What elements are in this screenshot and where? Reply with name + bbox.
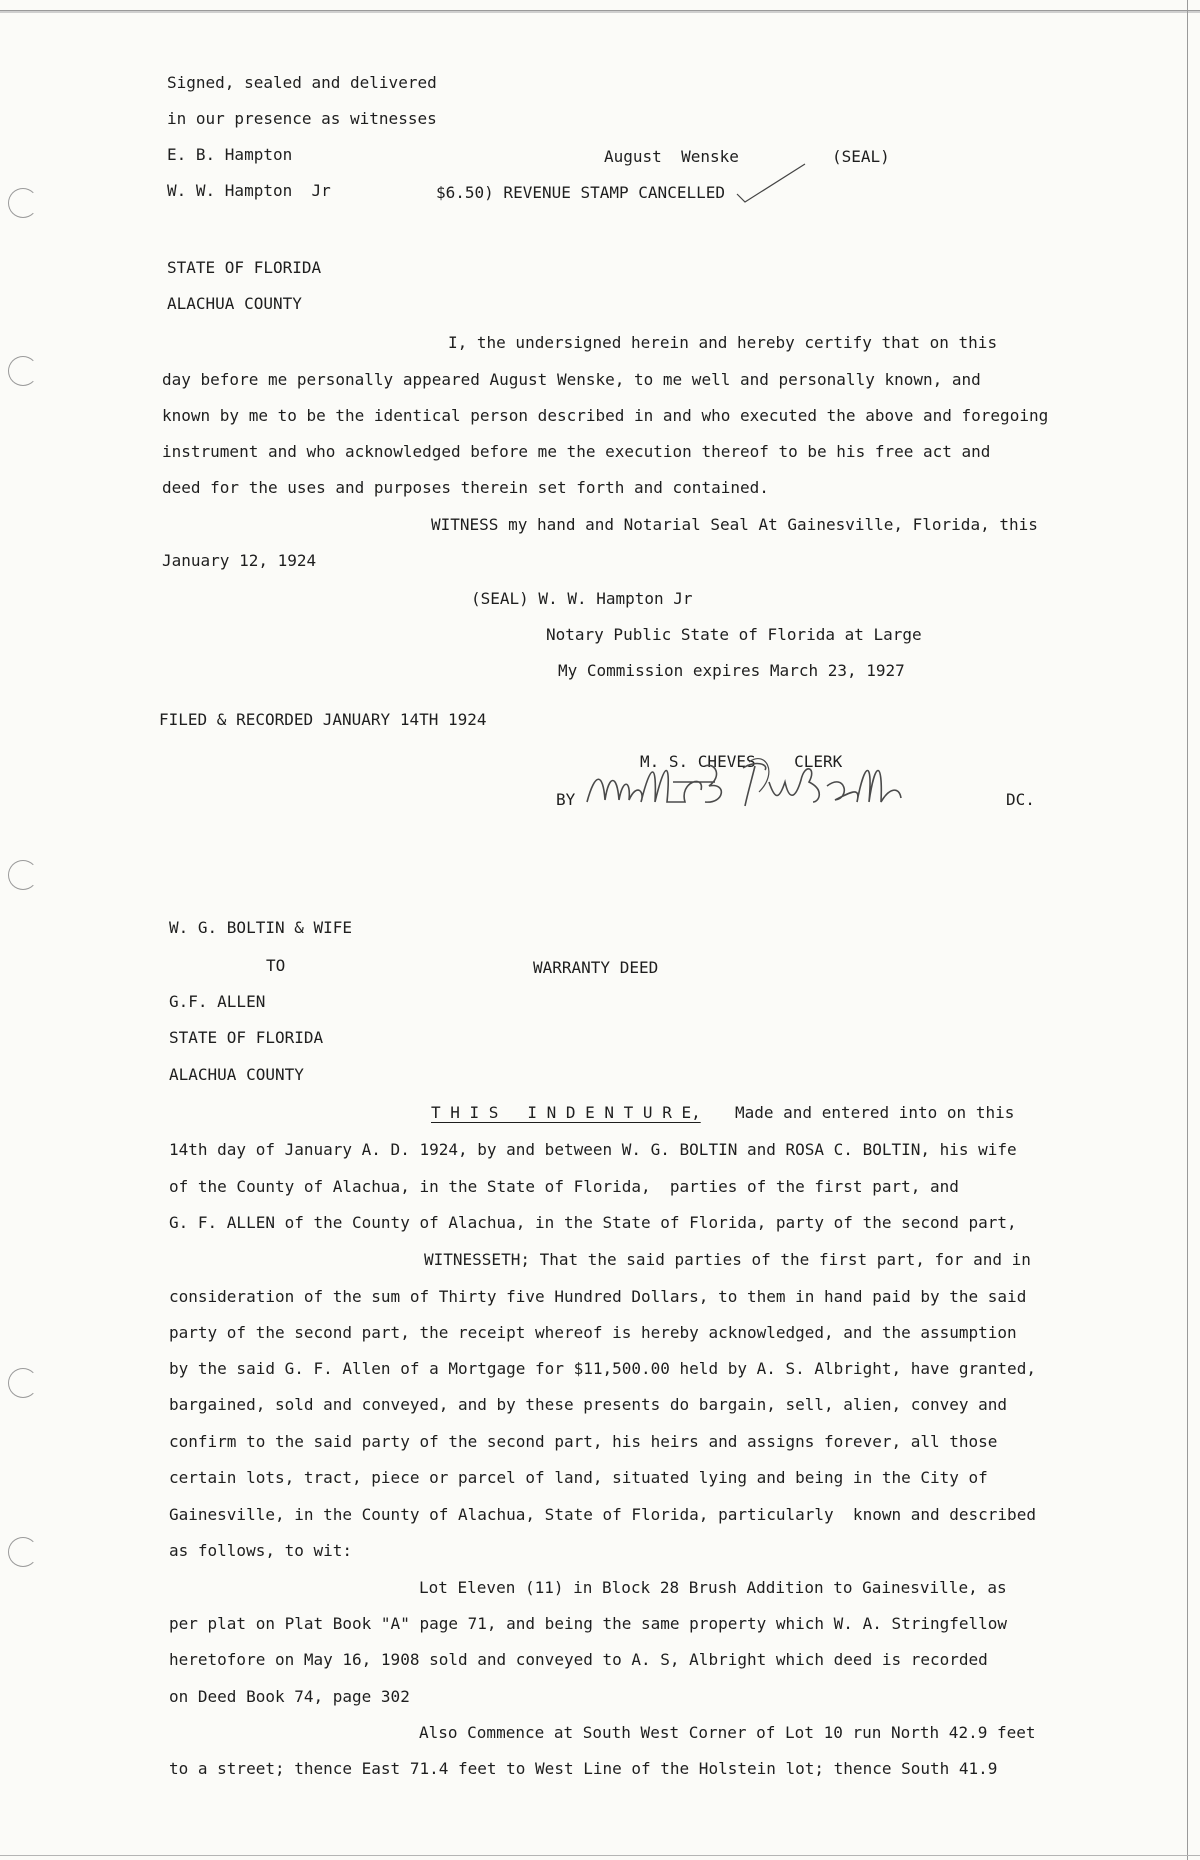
- page-right-edge: [1187, 0, 1188, 1860]
- notary-commission: My Commission expires March 23, 1927: [558, 661, 905, 680]
- revenue-stamp-note: $6.50) REVENUE STAMP CANCELLED: [436, 183, 725, 202]
- deed-line: consideration of the sum of Thirty five Hundred Dollars, to them in hand paid by the said: [169, 1287, 1027, 1306]
- notary-title: Notary Public State of Florida at Large: [546, 625, 922, 644]
- binder-hole: [8, 1537, 38, 1567]
- deed-line: by the said G. F. Allen of a Mortgage for $11,500.00 held by A. S. Albright, have granted,: [169, 1359, 1036, 1378]
- deed-state: STATE OF FLORIDA: [169, 1028, 324, 1047]
- deed-line: Also Commence at South West Corner of Lot 10 run North 42.9 feet: [419, 1723, 1036, 1742]
- page-top-edge: [0, 0, 1200, 11]
- deed-line: on Deed Book 74, page 302: [169, 1687, 410, 1706]
- notary-seal-name: (SEAL) W. W. Hampton Jr: [471, 589, 693, 608]
- ack-line: WITNESS my hand and Notarial Seal At Gainesville, Florida, this: [431, 515, 1038, 534]
- deed-line: bargained, sold and conveyed, and by these presents do bargain, sell, alien, convey and: [169, 1395, 1008, 1414]
- ack-state: STATE OF FLORIDA: [167, 258, 322, 277]
- deed-line: to a street; thence East 71.4 feet to West Line of the Holstein lot; thence South 41.9: [169, 1759, 998, 1778]
- deed-line: per plat on Plat Book "A" page 71, and being the same property which W. A. Stringfellow: [169, 1614, 1008, 1633]
- ack-date: January 12, 1924: [162, 551, 317, 570]
- deed-line: WITNESSETH; That the said parties of the first part, for and in: [424, 1250, 1031, 1269]
- binder-hole: [8, 860, 38, 890]
- ack-line: known by me to be the identical person described in and who executed the above and foregoing: [162, 406, 1049, 425]
- deed-line: party of the second part, the receipt whereof is hereby acknowledged, and the assumption: [169, 1323, 1017, 1342]
- binder-hole: [8, 356, 38, 386]
- deed-line: heretofore on May 16, 1908 sold and conveyed to A. S, Albright which deed is recorded: [169, 1650, 988, 1669]
- ack-line: day before me personally appeared August Wenske, to me well and personally known, and: [162, 370, 981, 389]
- deed-line: G. F. ALLEN of the County of Alachua, in the State of Florida, party of the second part,: [169, 1213, 1017, 1232]
- deed-line: 14th day of January A. D. 1924, by and between W. G. BOLTIN and ROSA C. BOLTIN, his wife: [169, 1140, 1017, 1159]
- ack-line: deed for the uses and purposes therein set forth and contained.: [162, 478, 769, 497]
- page-bottom-edge: [0, 1855, 1200, 1856]
- deputy-clerk-label: DC.: [1006, 790, 1035, 809]
- ack-county: ALACHUA COUNTY: [167, 294, 302, 313]
- seal-label: (SEAL): [832, 147, 890, 166]
- filed-recorded: FILED & RECORDED JANUARY 14TH 1924: [159, 710, 487, 729]
- deed-line: confirm to the said party of the second part, his heirs and assigns forever, all those: [169, 1432, 998, 1451]
- ack-line: instrument and who acknowledged before me the execution thereof to be his free act and: [162, 442, 991, 461]
- deed-title: WARRANTY DEED: [533, 958, 659, 977]
- witness-name-1: E. B. Hampton: [167, 145, 293, 164]
- deed-line: Gainesville, in the County of Alachua, State of Florida, particularly known and described: [169, 1505, 1036, 1524]
- binder-hole: [8, 188, 38, 218]
- witness-line-1: Signed, sealed and delivered: [167, 73, 437, 92]
- by-label: BY: [556, 790, 576, 809]
- deed-county: ALACHUA COUNTY: [169, 1065, 304, 1084]
- deed-line: Lot Eleven (11) in Block 28 Brush Addition to Gainesville, as: [419, 1578, 1007, 1597]
- binder-hole: [8, 1368, 38, 1398]
- deed-line: certain lots, tract, piece or parcel of land, situated lying and being in the City of: [169, 1468, 988, 1487]
- witness-line-2: in our presence as witnesses: [167, 109, 437, 128]
- grantor-signature-name: August Wenske: [604, 147, 739, 166]
- clerk-handwritten-signature: [555, 752, 935, 822]
- deed-line: Made and entered into on this: [735, 1103, 1015, 1122]
- ack-line: I, the undersigned herein and hereby certify that on this: [448, 333, 998, 352]
- deed-line: as follows, to wit:: [169, 1541, 353, 1560]
- deed-grantee: G.F. ALLEN: [169, 992, 266, 1011]
- witness-name-2: W. W. Hampton Jr: [167, 181, 331, 200]
- deed-to: TO: [266, 956, 286, 975]
- indenture-heading: T H I S I N D E N T U R E,: [431, 1103, 701, 1122]
- deed-line: of the County of Alachua, in the State of Florida, parties of the first part, and: [169, 1177, 959, 1196]
- check-mark: [733, 160, 813, 210]
- clerk-name: M. S. CHEVES CLERK: [640, 752, 843, 771]
- deed-grantor: W. G. BOLTIN & WIFE: [169, 918, 353, 937]
